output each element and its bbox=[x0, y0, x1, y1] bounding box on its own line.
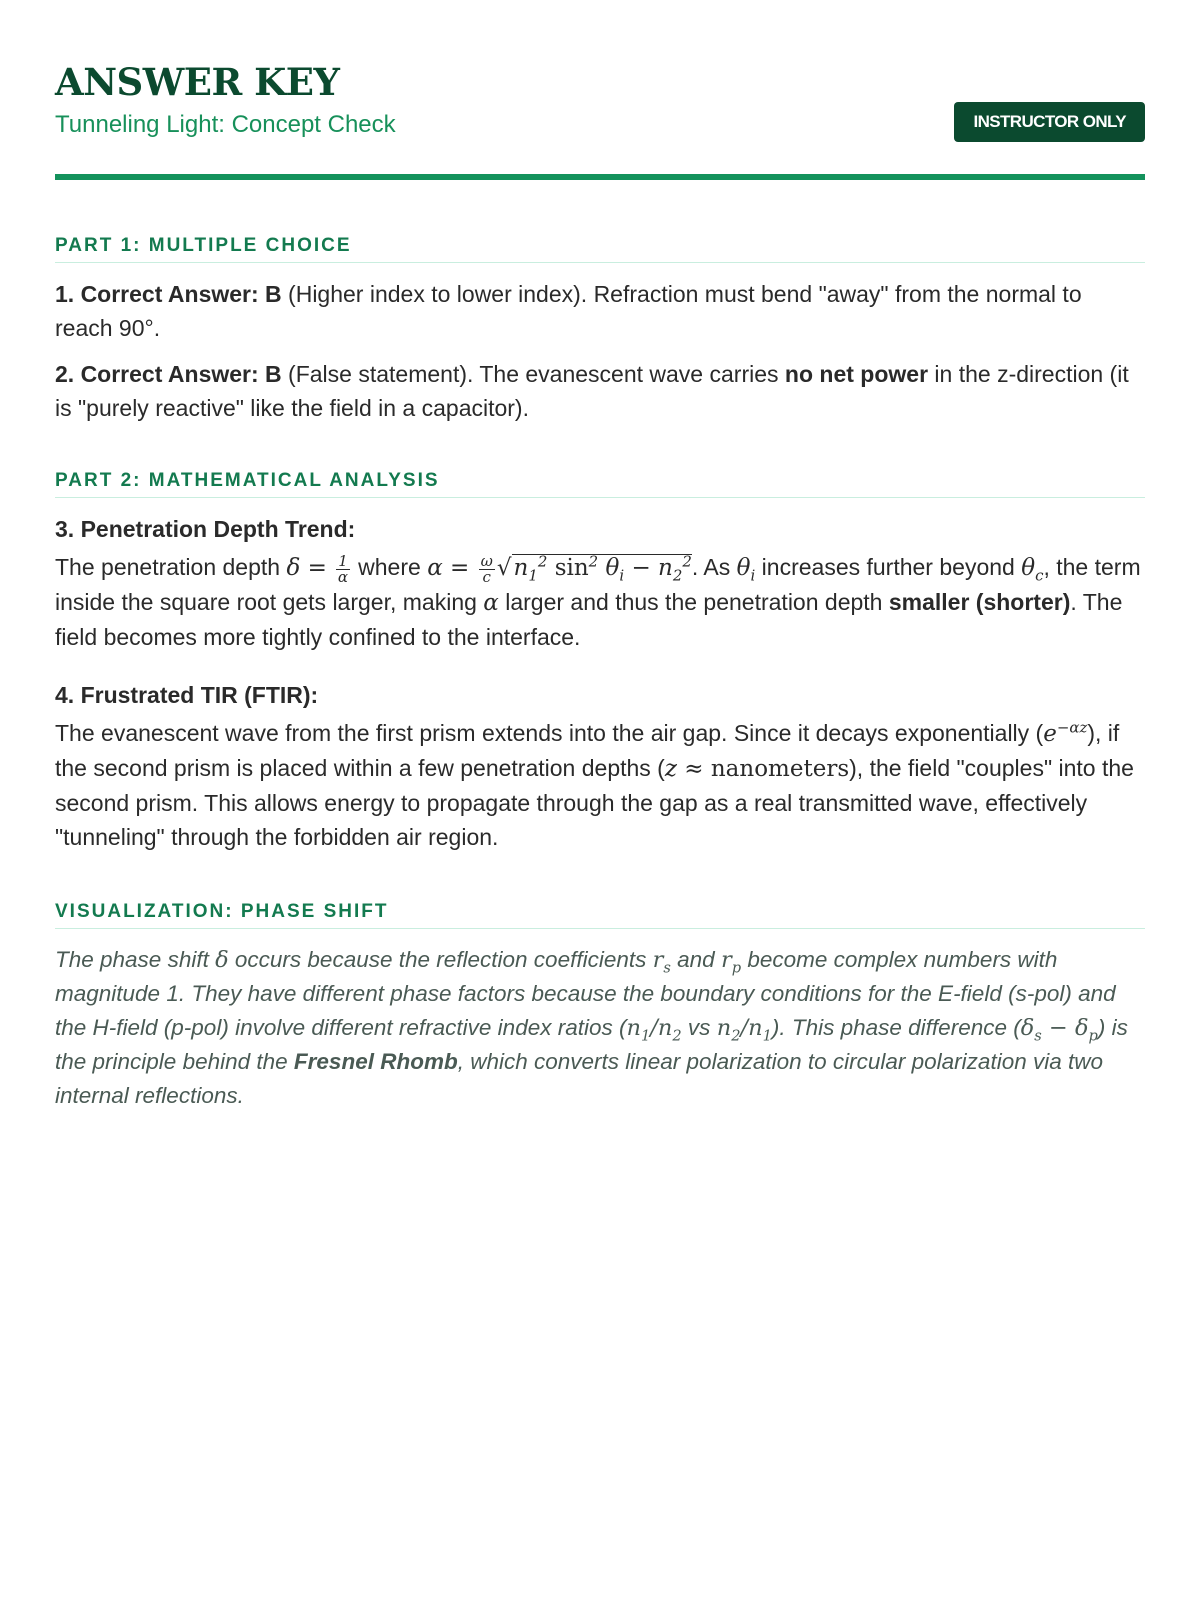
answer-2-bold: no net power bbox=[784, 361, 929, 387]
viz-text-1: The phase shift bbox=[55, 947, 216, 972]
viz-text-2: occurs because the reflection coefficients bbox=[228, 947, 653, 972]
visualization-section bbox=[55, 900, 1145, 1113]
answer-4 bbox=[55, 716, 1145, 854]
answer-2-text-b: in the z-direction (it is "purely reactive" like the field in a capacitor). bbox=[55, 361, 1129, 421]
page-title: ANSWER KEY bbox=[55, 60, 340, 104]
viz-text-3: and bbox=[670, 947, 721, 972]
answer-3-text-3: . As bbox=[691, 554, 737, 580]
answer-3-heading: 3. Penetration Depth Trend: bbox=[55, 516, 356, 542]
answer-1-label: 1. Correct Answer: B bbox=[55, 281, 282, 307]
decay-formula: $e^{-\alpha z}$ bbox=[1043, 718, 1088, 747]
answer-3-text-5: , the term inside the square root gets larger, making bbox=[55, 554, 1141, 615]
answer-3-text-6: larger and thus the penetration depth bbox=[498, 589, 889, 615]
gap-unit: nanometers bbox=[710, 756, 850, 782]
answer-4-text-2: ), if the second prism is placed within a few penetration depths ( bbox=[55, 720, 1120, 781]
answer-4-heading: 4. Frustrated TIR (FTIR): bbox=[55, 682, 319, 708]
answer-4-text-3: ), the field "couples" into the second prism. This allows energy to propagate through the gap as a real transmitted wave, effectively "tunneling" through the forbidden air region. bbox=[55, 755, 1134, 850]
viz-text-5: vs bbox=[681, 1015, 717, 1040]
answer-2-text-a: (False statement). The evanescent wave carries bbox=[281, 361, 785, 387]
alpha-symbol: α bbox=[483, 590, 499, 616]
n1-over-n2: $n_1/n_2$ bbox=[626, 1015, 682, 1045]
viz-text-7: ) is the principle behind the bbox=[55, 1015, 1128, 1074]
fresnel-rhomb: Fresnel Rhomb bbox=[293, 1049, 458, 1074]
page-subtitle: Tunneling Light: Concept Check bbox=[55, 111, 396, 138]
viz-text-4: become complex numbers with magnitude 1. They have different phase factors because the boundary conditions for the E-field (s-pol) and the H-field (p-pol) involve different refractive index ratios ( bbox=[55, 947, 1116, 1040]
answer-3-text-4: increases further beyond bbox=[755, 554, 1022, 580]
phase-difference-formula: $\delta_s - \delta_p$ bbox=[1020, 1015, 1098, 1045]
answer-3-text-7: . The field becomes more tightly confined to the interface. bbox=[55, 589, 1123, 650]
answer-2-label: 2. Correct Answer: B bbox=[55, 361, 282, 387]
visualization-title: VISUALIZATION: PHASE SHIFT bbox=[55, 900, 1145, 929]
answer-1-text: (Higher index to lower index). Refraction must bend "away" from the normal to reach 90°. bbox=[55, 281, 1082, 341]
part1-section bbox=[55, 234, 1145, 425]
answer-3-bold: smaller (shorter) bbox=[888, 589, 1071, 615]
header bbox=[55, 58, 1145, 180]
n2-over-n1: $n_2/n_1$ bbox=[716, 1015, 772, 1045]
theta-i-symbol: $\theta_i$ bbox=[736, 555, 756, 585]
answer-3-text-1: The penetration depth bbox=[55, 554, 287, 580]
answer-3-text-2: where bbox=[351, 554, 428, 580]
answer-1 bbox=[55, 277, 1145, 345]
theta-c-symbol: $\theta_c$ bbox=[1021, 555, 1044, 585]
delta-symbol: δ bbox=[215, 947, 229, 973]
instructor-only-badge: INSTRUCTOR ONLY bbox=[954, 102, 1145, 142]
penetration-depth-formula: δ = $\frac{1}{\alpha}$ bbox=[286, 551, 349, 586]
alpha-formula: α = $\frac{\omega}{c}$ $√n_1^2$ $\sin^2 \theta_i - n_2^2$ bbox=[427, 551, 692, 586]
answer-2 bbox=[55, 357, 1145, 425]
answer-3 bbox=[55, 550, 1145, 654]
visualization-text bbox=[55, 943, 1145, 1113]
part1-title: PART 1: MULTIPLE CHOICE bbox=[55, 234, 1145, 263]
rp-symbol: $r_p$ bbox=[720, 947, 742, 977]
part2-title: PART 2: MATHEMATICAL ANALYSIS bbox=[55, 469, 1145, 498]
viz-text-6: ). This phase difference ( bbox=[771, 1015, 1021, 1040]
gap-formula: z ≈ nanometers bbox=[664, 756, 850, 782]
rs-symbol: $r_s$ bbox=[652, 947, 671, 977]
answer-4-text-1: The evanescent wave from the first prism extends into the air gap. Since it decays exponentially ( bbox=[55, 720, 1044, 746]
viz-text-8: , which converts linear polarization to circular polarization via two internal reflections. bbox=[55, 1049, 1103, 1108]
part2-section bbox=[55, 469, 1145, 854]
